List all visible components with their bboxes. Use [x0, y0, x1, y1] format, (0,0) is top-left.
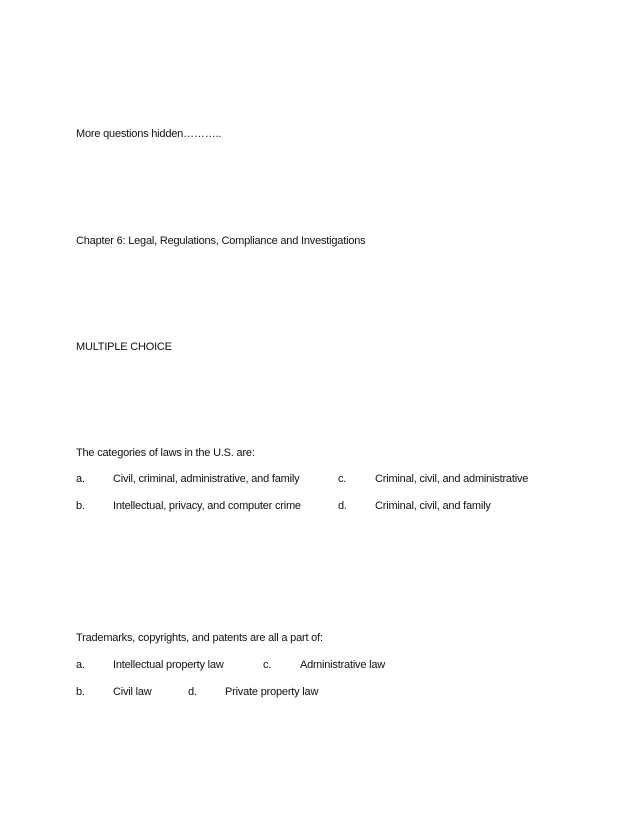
question-1-option-a-text: Civil, criminal, administrative, and family: [113, 473, 300, 485]
question-1-option-a-letter: a.: [76, 473, 85, 485]
question-1-option-b-letter: b.: [76, 500, 85, 512]
question-2-option-a-text: Intellectual property law: [113, 659, 224, 671]
question-1-option-d-text: Criminal, civil, and family: [375, 500, 491, 512]
question-1-option-d-letter: d.: [338, 500, 347, 512]
question-2-stem: Trademarks, copyrights, and patents are all a part of:: [76, 632, 323, 644]
question-1-option-b-text: Intellectual, privacy, and computer crime: [113, 500, 301, 512]
question-1-stem: The categories of laws in the U.S. are:: [76, 447, 255, 459]
question-1-option-c-letter: c.: [338, 473, 347, 485]
question-1-option-c-text: Criminal, civil, and administrative: [375, 473, 529, 485]
question-2-option-c-letter: c.: [263, 659, 272, 671]
more-questions-hidden-note: More questions hidden………..: [76, 128, 222, 140]
question-2-option-d-letter: d.: [188, 686, 197, 698]
section-heading: MULTIPLE CHOICE: [76, 341, 172, 353]
question-2-option-a-letter: a.: [76, 659, 85, 671]
chapter-title: Chapter 6: Legal, Regulations, Compliance and Investigations: [76, 235, 366, 247]
question-2-option-b-letter: b.: [76, 686, 85, 698]
question-2-option-c-text: Administrative law: [300, 659, 386, 671]
question-2-option-b-text: Civil law: [113, 686, 152, 698]
question-2-option-d-text: Private property law: [225, 686, 319, 698]
